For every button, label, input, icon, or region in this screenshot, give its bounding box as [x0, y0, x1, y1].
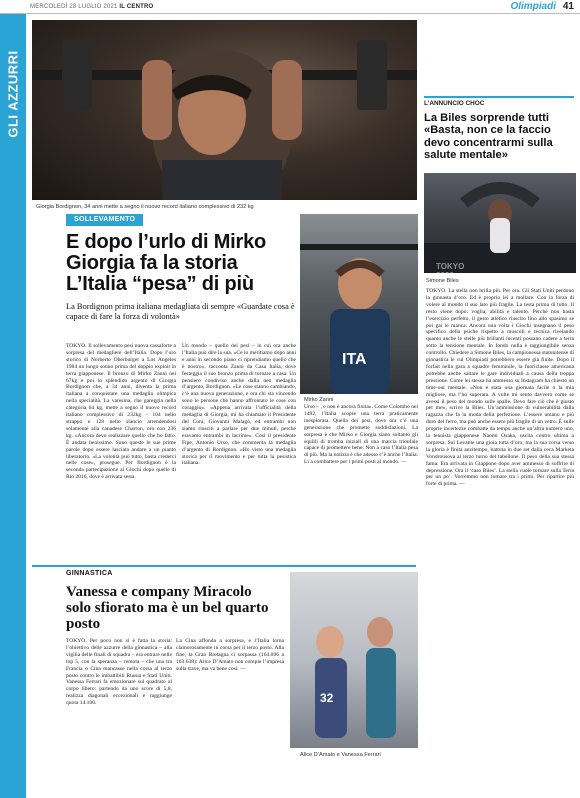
gymnasts-illustration — [290, 572, 418, 748]
bottom-headline: Vanessa e company Miracolo solo sfiorato ma è un bel quarto posto — [66, 584, 269, 632]
page-number: 41 — [562, 1, 574, 12]
sidebar-band — [0, 14, 26, 798]
gymnast-illustration — [424, 173, 576, 280]
headline-line-2: Giorgia fa la storia — [66, 252, 238, 274]
bottom-photo-caption: Alice D’Amato e Vanessa Ferrari — [300, 752, 381, 758]
main-subhead: La Bordignon prima italiana medagliata di sempre «Guardate cosa è capace di fare la forza di volontà» — [66, 302, 295, 321]
side-kicker: L’ANNUNCIO CHOC — [424, 96, 574, 107]
side-article-body: TOKYO. La stella non brilla più. Per ora. Gli Stati Uniti perdono la ginnasta d’oro. Ed è proprio lei a mollare. Con la forza di volere al mondo il suo lato più fragile. La testa prima di tutto. Il resto viene dopo: voglia, abilità e talento. Perché non basta l’esercizio perfetto, il gesto atletico riuscito fino allo spasimo se poi gai le manca. Ancora una volta i Giochi insegnano il peso specifico della psiche rispetto a muscoli e tecnica rivelando quanto anche le stelle più brillanti lucenti possano cadere a terra sotto la tensione mentale. In fondo nulla è raggiungibile senza controllo. Chiedere a Simone Biles, la campionessa statunitense di ginnastica le cui Olimpiadi potrebbero essere già finite. Dopo il forfait nella gara a squadre femminile, la fuoriclasse americana potrebbe anche saltare le gare individuali a causa della troppa pressione. Come lei stessa ha ammesso su Instagram ha chiesto un time-out mentale. «Non è stata una giornata facile o la mia migliore, ma l’ho superata. A volte mi sento davvero come se avessi il peso del mondo sulle spalle. Devo fare ciò che è giusto per me», scrive la Biles. Un’ammissione di vulnerabilità dalla ragazza che fa la moda della perfezione. L’essere umano e più duro del ferro, ma può anche essere più fragile di un vetro. È sulle proprie incertezze combatte da tempo anche un’altra numero uno, la tennista giapponese Naomi Osaka, uscita contro ultima a sorpresa. Sul Levante una gioia tutta d’oro, ma la sua corsa verso la gloria è finita anzitempo, battuta in due set dalla ceca Marketa Vondrousova al terzo turno del tabellone. Il peso della sua stessa fama. Era arrivata in Giappone dopo aver ammesso di soffrire di depressione. Ora il ‘caso Biles’. La stella vuole tornare sulla Terra per un po’. Vorremmo non tornare tra i primi. Per ripartire più forte di prima. — — [426, 288, 574, 488]
svg-text:32: 32 — [320, 691, 334, 705]
top-photo-caption: Giorgia Bordignon, 34 anni mette a segno il nuovo record italiano complessivo di 232 kg — [36, 204, 254, 210]
bottom-kicker: GINNASTICA — [66, 570, 113, 577]
section-name: Olimpiadi — [510, 1, 556, 12]
side-photo-caption: Simone Biles — [426, 278, 459, 284]
date-text: MERCOLEDÌ 28 LUGLIO 2021 — [30, 4, 118, 10]
header-date — [30, 4, 153, 10]
main-body-col-2: Un mondo – quello dei pesi – in cui ora anche l’Italia può dire la sua. «Ce lo meritiamo dopo anni e anni in secondo piano ci riprendiamo quello che è nostro», racconta Zanni da Casa Italia, dove festeggia il suo bronzo prima di tornare a casa. Un pensiero condiviso anche dalla neo medaglia d’argento, Bordignon. «Le cose stanno cambiando, c’è una nuova generazione, e ora chi sta vincendo sono le persone che hanno affrontato le cose con coraggio». «Appena arrivata l’ufficialità della medaglia di Giorgia, mi ha chiamato il Presidente del Coni, Giovanni Malagò, ed entrambi non siamo riusciti a parlare per due minuti, perché eravamo entrambi in lacrime». Così il presidente Fipe, Antonio Urso, che commenta la medaglia d’argento di Bordignon. «Ho visto una medaglia storica per il movimento e per tutta la pesistica italiana. — [182, 343, 296, 467]
page-header — [0, 0, 580, 14]
section-divider — [32, 565, 416, 567]
headline-line-1: E dopo l’urlo di Mirko — [66, 231, 267, 253]
zanni-illustration — [300, 214, 418, 394]
weightlifter-photo — [32, 20, 417, 200]
bottom-body-col-1: TOKYO. Per poco non si è fatta la storia: l’obiettivo delle azzurre della ginnastica – alla vigilia delle finali di squadra – era entrare nelle top 5, con la speranza – remota – che una tra Francia o Cina mancasse nella corsa al terzo posto contro le imbattibili Russia e Stati Uniti. Vanessa Ferrari fa emozionare sul quadrato al corpo libero: partendo da uno score di 5,8, realizza diagonali eccezionali e raggiunge quota 14.100. — [66, 638, 172, 707]
gymnastics-photo — [290, 572, 418, 748]
main-body-col-3: Urso – , e non è ancora finita». Come Colombo nel 1492, l’Italia scopre una terra praticamente inesplorata. Quella dei pesi, dove ora c’è una generazione che promette soddisfazioni. La sorpresa è che Mirko e Giorgia siano soltanto gli squilli di tromba iniziali di una marcia trionfale capace di promettere bene. Non a caso l’Italia pesa di più. Ma la notizia è che adesso c’è anche l’Italia. Li a combattere per i primi posti al mondo. — — [304, 404, 418, 466]
zanni-photo — [300, 214, 418, 394]
main-kicker: SOLLEVAMENTO — [66, 214, 143, 226]
side-headline: La Biles sorprende tutti «Basta, non ce la faccio devo concentrarmi sulla salute mentale» — [424, 112, 553, 162]
main-photo-caption: Mirko Zanni — [304, 397, 334, 403]
weightlifter-illustration — [32, 20, 417, 200]
main-body-col-1: TOKYO. Il sollevamento pesi nuova cassaforte a sorpresa del medagliere dell’Italia. Dopo l’oro storico di Norberto Oberburger a Los Angeles 1984 un lungo sonno prima del doppio exploit in terra giapponese. Il bronzo di Mirko Zanni nei 67kg e poi lo splendido argento di Giorgia Bordignon che, a 34 anni, diventa la prima italiana a conquistare una medaglia olimpica nella specialità. La varesina, che gareggia nella categoria 64 kg, mette a segno il nuovo record italiano complessivo di 232kg – 104 nello strappo e 128 nello slancio arrendendosi solamente alla canadese Charron, oro con 236 kg. «Ancora devo realizzare quello che ho fatto. È andata benissimo. Sono queste le sue prime parole dopo essere lasciata andare a un pianto liberatorio. «La volontà può tutto, basta crederci nelle cose», prosegue. Per Bordignon è la seconda partecipazione ai Giochi dopo quelle di Rio 2016, dove è arrivata sesta. — [66, 343, 176, 481]
headline-line-3: L’Italia “pesa” di più — [66, 273, 254, 295]
tokyo-watermark: TOKYO 2020 — [436, 262, 465, 280]
bottom-body-col-2: La Cina affonda a sorpresa, e l’Italia torna clamorosamente in corsa per il terzo posto. Alla fine, la Gran Bretagna ci sorpassa (164.096 a 163.638): Alice D’Amato non compie l’impresa sulla trave, ma va bene così. — — [176, 638, 284, 672]
svg-text:ITA: ITA — [342, 351, 367, 368]
sidebar-label-text: GLI AZZURRI — [5, 50, 21, 138]
sidebar-label — [2, 24, 24, 164]
biles-photo — [424, 173, 576, 280]
paper-name: IL CENTRO — [119, 4, 154, 10]
